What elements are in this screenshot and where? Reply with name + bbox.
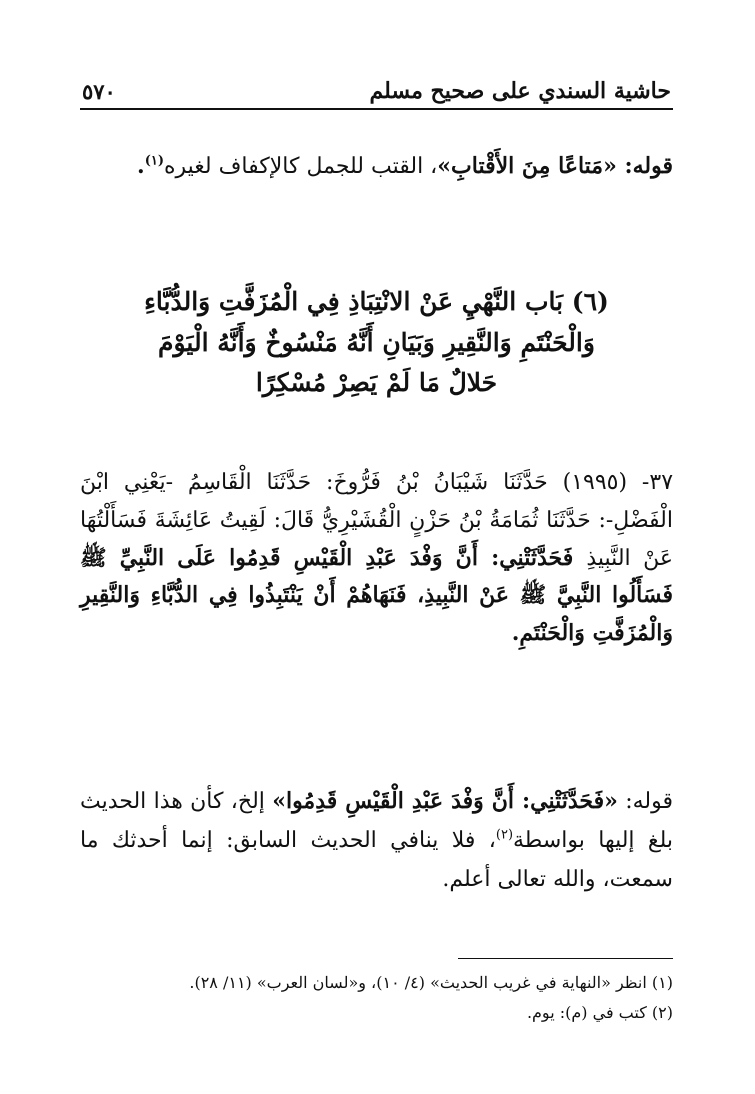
commentary-text: إلخ، كأن هذا الحديث بلغ إليها بواسطة: [80, 789, 673, 854]
running-header: [80, 70, 673, 110]
commentary-text: ، فلا ينافي الحديث السابق: إنما أحدثك ما سمعت، والله تعالى أعلم.: [80, 828, 673, 893]
footnotes: [80, 968, 673, 1029]
footnote-2: (٢) كتب في (م): يوم.: [526, 1003, 673, 1023]
commentary-lead: قوله:: [616, 153, 673, 179]
commentary-quote: «فَحَدَّثَتْنِي: أَنَّ وَفْدَ عَبْدِ الْقَيْسِ قَدِمُوا»: [272, 788, 618, 814]
commentary-quote: «مَتاعًا مِنَ الأَقْتابِ»: [437, 153, 617, 179]
hadith-text: [80, 464, 673, 653]
page-number: ٥٧٠: [82, 79, 116, 104]
footnote-divider: [458, 958, 673, 959]
hadith-narration: ٣٧- (١٩٩٥) حَدَّثَنَا شَيْبَانُ بْنُ فَرُّوخَ: حَدَّثَنَا الْقَاسِمُ -يَعْنِي ابْنَ الْفَضْلِ-: حَدَّثَنَا ثُمَامَةُ بْنُ حَزْنٍ الْقُشَيْرِيُّ قَالَ: لَقِيتُ عَائِشَةَ فَسَأَلْتُهَا عَنْ النَّبِيذِ: [80, 470, 674, 571]
commentary-paragraph-2: [80, 782, 673, 899]
commentary-end: .: [137, 153, 145, 179]
chapter-heading-line-1: (٦) بَاب النَّهْيِ عَنْ الانْتِبَاذِ فِي الْمُزَفَّتِ وَالدُّبَّاءِ: [144, 287, 609, 316]
chapter-heading: [80, 282, 673, 404]
footnote-1: (١) انظر «النهاية في غريب الحديث» (٤/ ١٠)، و«لسان العرب» (١١/ ٢٨).: [189, 973, 673, 992]
chapter-heading-line-2: وَالْحَنْتَمِ وَالنَّقِيرِ وَبَيَانِ أَنَّهُ مَنْسُوخٌ وَأَنَّهُ الْيَوْمَ: [158, 327, 595, 357]
commentary-paragraph-1: [80, 148, 673, 186]
footnote-ref-1: (١): [144, 153, 164, 169]
footnote-ref-2: (٢): [495, 827, 514, 843]
page: [80, 70, 673, 1074]
commentary-text: ، القتب للجمل كالإكفاف لغيره: [164, 154, 438, 179]
running-title: حاشية السندي على صحيح مسلم: [369, 78, 671, 104]
chapter-heading-line-3: حَلالٌ مَا لَمْ يَصِرْ مُسْكِرًا: [255, 368, 498, 397]
commentary-lead: قوله:: [617, 789, 673, 814]
hadith-matn: فَحَدَّثَتْنِي: أَنَّ وَفْدَ عَبْدِ الْقَيْسِ قَدِمُوا عَلَى النَّبِيِّ ﷺ فَسَأَلُوا النَّبِيَّ ﷺ عَنْ النَّبِيذِ، فَنَهَاهُمْ أَنْ يَنْتَبِذُوا فِي الدُّبَّاءِ وَالنَّقِيرِ وَالْمُزَفَّتِ وَالْحَنْتَمِ.: [80, 544, 673, 647]
